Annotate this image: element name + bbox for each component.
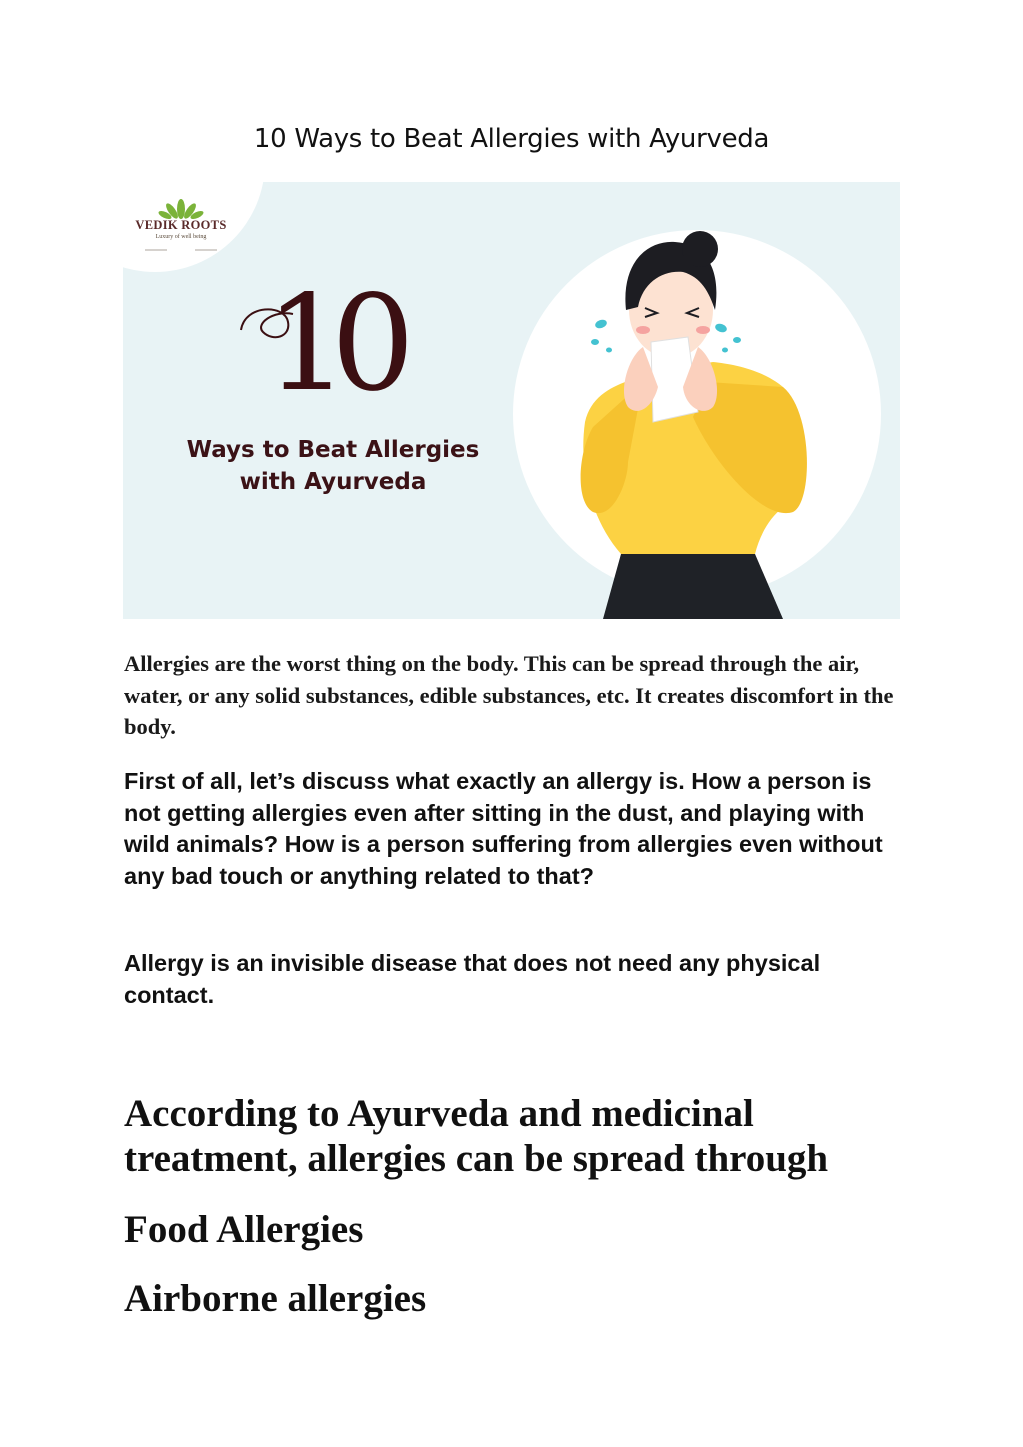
statement-paragraph: Allergy is an invisible disease that does not need any physical contact.	[124, 950, 821, 1008]
subheading-airborne-allergies: Airborne allergies	[124, 1277, 427, 1320]
section-heading: According to Ayurveda and medicinal treatment, allergies can be spread through	[124, 1092, 829, 1180]
question-paragraph: First of all, let’s discuss what exactly an allergy is. How a person is not getting allergies even after sitting in the dust, and playing with wild animals? How is a person suffering from allergies even without any bad touch or anything related to that?	[124, 768, 883, 889]
intro-paragraph: Allergies are the worst thing on the body. This can be spread through the air, water, or any solid substances, edible substances, etc. It creates discomfort in the body.	[124, 651, 894, 739]
banner-headline-line2: with Ayurveda	[239, 469, 427, 495]
hero-banner	[123, 182, 900, 619]
banner-number: 10	[265, 267, 397, 421]
brand-logo-text: VEDIK ROOTS	[135, 218, 227, 232]
subheading-food-allergies: Food Allergies	[124, 1208, 364, 1251]
skirt	[603, 554, 783, 619]
hair-bun	[682, 231, 718, 267]
brand-tagline: Luxury of well being	[155, 234, 207, 240]
banner-headline-line1: Ways to Beat Allergies	[186, 437, 480, 463]
banner-illustration	[123, 182, 900, 619]
document-title: 10 Ways to Beat Allergies with Ayurveda	[253, 124, 770, 154]
banner-headline	[178, 434, 488, 498]
